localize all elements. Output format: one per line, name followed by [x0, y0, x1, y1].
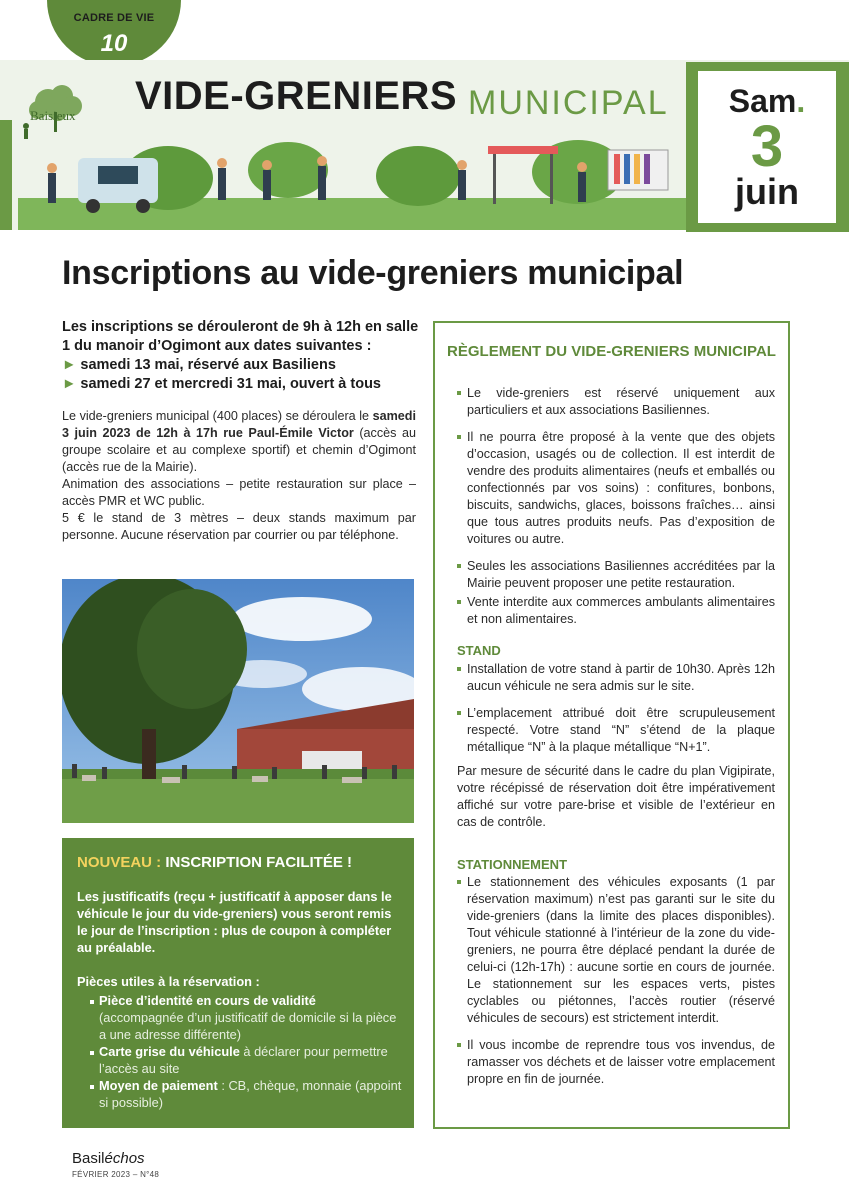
intro-text: Les inscriptions se dérouleront de 9h à 12h en salle 1 du manoir d’Ogimont aux dates suivantes : — [62, 319, 419, 354]
rule-item: L’emplacement attribué doit être scrupuleusement respecté. Votre stand “N” s’étend de la plaque métallique “N” à la plaque métallique “N+1”. — [457, 705, 775, 756]
logo-text: Baisieux — [30, 108, 76, 123]
rule-item: Seules les associations Basiliennes accréditées par la Mairie peuvent proposer une petite restauration. — [457, 558, 775, 592]
new-registration-box — [62, 838, 414, 1128]
section-tab — [47, 0, 181, 66]
parking-heading: STATIONNEMENT — [457, 857, 568, 872]
new-box-title: NOUVEAU : INSCRIPTION FACILITÉE ! — [77, 854, 353, 871]
page-headline: Inscriptions au vide-greniers municipal — [62, 254, 684, 292]
documents-heading: Pièces utiles à la réservation : — [77, 974, 260, 989]
rule-item: Le vide-greniers est réservé uniquement aux particuliers et aux associations Basiliennes. — [457, 385, 775, 419]
event-date — [698, 71, 836, 223]
date-day: 3 — [750, 114, 784, 179]
vigipirate-notice: Par mesure de sécurité dans le cadre du plan Vigipirate, votre récépissé de réservation doit être impérativement affiché sur votre pare-brise et visible de l’extérieur en cas de contrôle. — [457, 764, 775, 829]
date-month: juin — [735, 171, 799, 212]
required-documents — [77, 973, 403, 1111]
rules-title: RÈGLEMENT DU VIDE-GRENIERS MUNICIPAL — [447, 343, 776, 360]
rules-box — [433, 321, 790, 1129]
registration-intro — [62, 318, 422, 394]
rule-item: Vente interdite aux commerces ambulants alimentaires et non alimentaires. — [457, 594, 775, 628]
date-item: ► samedi 27 et mercredi 31 mai, ouvert à tous — [62, 376, 381, 392]
arrow-bullet-icon: ► — [62, 376, 77, 392]
issue-info: FÉVRIER 2023 – N°48 — [72, 1170, 160, 1179]
rule-item: Il vous incombe de reprendre tous vos invendus, de ramasser vos déchets et de laisser votre emplacement propre en fin de journée. — [457, 1037, 775, 1088]
date-item: ► samedi 13 mai, réservé aux Basiliens — [62, 357, 336, 373]
date-weekday: Sam. — [728, 83, 806, 119]
event-description — [62, 408, 416, 544]
document-item: Carte grise du véhicule à déclarer pour permettre l’accès au site — [77, 1043, 403, 1077]
document-item: Pièce d’identité en cours de validité (accompagnée d’un justificatif de domicile si la pièce a une adresse différente) — [77, 992, 403, 1043]
general-rules — [457, 385, 775, 638]
market-illustration — [18, 128, 686, 230]
event-photo — [62, 579, 414, 823]
new-box-paragraph: Les justificatifs (reçu + justificatif à apposer dans le véhicule le jour du vide-greniers) vous seront remis le jour de l’inscription : plus de coupon à compléter au préalable. — [77, 889, 392, 955]
parking-rules — [457, 874, 775, 1098]
description-paragraph: Animation des associations – petite restauration sur place – accès PMR et WC public. — [62, 477, 416, 508]
description-paragraph: 5 € le stand de 3 mètres – deux stands maximum par personne. Aucune réservation par courrier ou par téléphone. — [62, 511, 416, 542]
stand-rules — [457, 661, 775, 766]
stand-heading: STAND — [457, 643, 501, 658]
rule-item: Le stationnement des véhicules exposants (1 par réservation maximum) n’est pas garanti sur le site du vide-greniers (dans la limite des places disponibles). Tout véhicule stationné à l’intérieur de la zone du vide-greniers, ne pourra être déplacé pendant la durée de celui-ci (12h-17h) : aucune sortie en cours de journée. Le stationnement sur les espaces verts, pistes cyclables ou piétonnes, l’accès routier (réservé véhicules de secours) est strictement interdit. — [457, 874, 775, 1027]
section-label: CADRE DE VIE — [73, 12, 155, 24]
document-item: Moyen de paiement : CB, chèque, monnaie (appoint si possible) — [77, 1077, 403, 1111]
description-paragraph: Le vide-greniers municipal (400 places) se déroulera le samedi 3 juin 2023 de 12h à 17h rue Paul-Émile Victor (accès au groupe scolaire et au complexe sportif) et chemin d’Ogimont (accès rue de la Mairie). — [62, 409, 416, 474]
page-number: 10 — [100, 30, 128, 57]
arrow-bullet-icon: ► — [62, 357, 77, 373]
banner-title: VIDE-GRENIERS — [135, 74, 458, 118]
magazine-brand: Basiléchos — [72, 1150, 145, 1167]
rule-item: Il ne pourra être proposé à la vente que des objets d’occasion, usagés ou de collection. Il est interdit de vendre des produits alimentaires (neufs et emballés ou confectionnés par vos soins) : confitures, bonbons, biscuits, sandwichs, glaces, boissons fraîches… ainsi que tous autres produits neufs. Pas d’exposition de voitures ou autre. — [457, 429, 775, 548]
rule-item: Installation de votre stand à partir de 10h30. Après 12h aucun véhicule ne sera admis sur le site. — [457, 661, 775, 695]
banner-subtitle: MUNICIPAL — [468, 84, 669, 122]
